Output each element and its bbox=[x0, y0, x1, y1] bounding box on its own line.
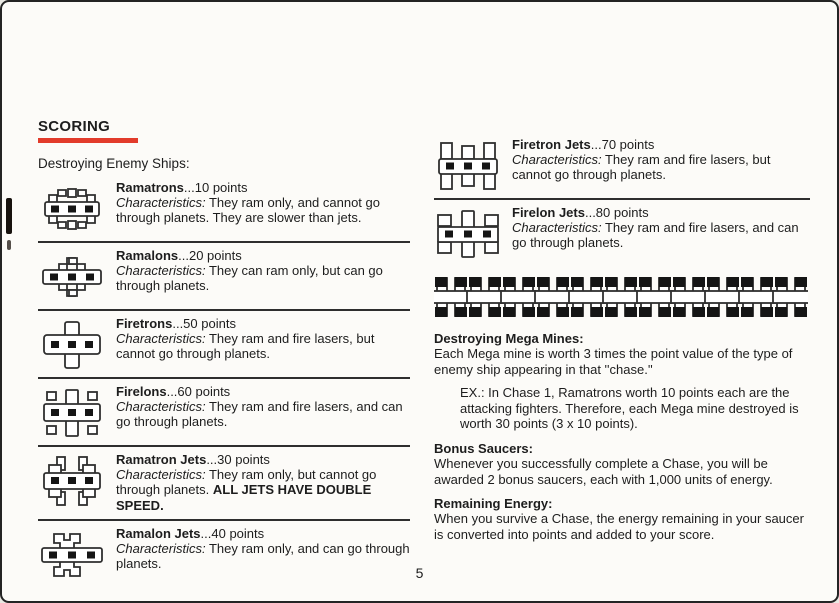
ship-desc: They ram only, and cannot go through planets. They are slower than jets. bbox=[116, 195, 380, 226]
characteristics-label: Characteristics: bbox=[116, 195, 206, 211]
ship-description bbox=[116, 384, 410, 430]
section-body-bonus-saucers: Whenever you successfully complete a Chase, you will be awarded 2 bonus saucers, each with 1,000 units of energy. bbox=[434, 455, 773, 487]
characteristics-label: Characteristics: bbox=[116, 467, 206, 483]
ramalons-ship-icon bbox=[40, 251, 104, 303]
characteristics-label: Characteristics: bbox=[512, 152, 602, 168]
ship-name: Ramalon Jets bbox=[116, 525, 201, 541]
ship-description bbox=[512, 137, 810, 183]
ship-row-ramalons bbox=[38, 243, 410, 311]
ship-desc: They ram only, and can go through planets. bbox=[116, 541, 410, 572]
characteristics-label: Characteristics: bbox=[116, 399, 206, 415]
section-title-remaining-energy: Remaining Energy: bbox=[434, 496, 553, 512]
ship-row-ramatron-jets bbox=[38, 447, 410, 521]
ship-points: ...70 points bbox=[590, 137, 655, 152]
firetron-jets-ship-icon bbox=[436, 140, 500, 192]
ship-desc: They ram and fire lasers, and can go through planets. bbox=[512, 220, 799, 251]
firelons-ship-icon bbox=[40, 387, 104, 439]
heading-accent-bar bbox=[38, 138, 138, 143]
ship-name: Ramalons bbox=[116, 248, 179, 263]
characteristics-label: Characteristics: bbox=[116, 263, 206, 279]
scan-artifact bbox=[7, 240, 11, 250]
ship-points: ...30 points bbox=[206, 452, 270, 467]
ship-name: Firelons bbox=[116, 384, 167, 399]
ship-name: Firetron Jets bbox=[512, 137, 591, 152]
ship-desc-bold: ALL JETS HAVE DOUBLE SPEED. bbox=[116, 482, 372, 513]
page-number: 5 bbox=[415, 565, 424, 581]
ship-name: Firelon Jets bbox=[512, 205, 585, 220]
ship-name: Firetrons bbox=[116, 316, 173, 331]
ship-row-firelon-jets bbox=[434, 200, 810, 266]
right-column bbox=[434, 132, 810, 542]
section-body-mega-mines: Each Mega mine is worth 3 times the point value of the type of enemy ship appearing in that ''chase.'' bbox=[434, 346, 793, 377]
intro-text: Destroying Enemy Ships: bbox=[38, 156, 190, 171]
ship-points: ...50 points bbox=[172, 316, 236, 331]
example-note: EX.: In Chase 1, Ramatrons worth 10 points each are the attacking fighters. Therefore, each Mega mine destroyed is worth 30 points (3 x 10 points). bbox=[460, 385, 799, 432]
ship-points: ...60 points bbox=[166, 384, 231, 399]
left-column bbox=[38, 118, 410, 587]
ship-description bbox=[512, 205, 810, 251]
ship-row-firelons bbox=[38, 379, 410, 447]
scan-artifact bbox=[6, 198, 12, 234]
characteristics-label: Characteristics: bbox=[116, 331, 206, 347]
page-title: SCORING bbox=[38, 118, 111, 135]
ship-desc: They ram and fire lasers, but cannot go through planets. bbox=[512, 152, 771, 183]
ship-desc: They can ram only, but can go through planets. bbox=[116, 263, 383, 294]
ship-row-ramatrons bbox=[38, 175, 410, 243]
firelon-jets-ship-icon bbox=[436, 208, 500, 260]
ship-description bbox=[116, 452, 410, 513]
ship-name: Ramatron Jets bbox=[116, 452, 207, 467]
ship-desc: They ram and fire lasers, but cannot go through planets. bbox=[116, 331, 375, 362]
section-title-mega-mines: Destroying Mega Mines: bbox=[434, 331, 584, 346]
ship-row-firetrons bbox=[38, 311, 410, 379]
ship-desc: They ram only, but cannot go through planets. bbox=[116, 467, 377, 498]
ship-points: ...40 points bbox=[200, 525, 265, 541]
firetrons-ship-icon bbox=[40, 319, 104, 371]
ship-description bbox=[116, 180, 410, 226]
ship-row-firetron-jets bbox=[434, 132, 810, 200]
section-body-remaining-energy: When you survive a Chase, the energy remaining in your saucer is converted into points and added to your score. bbox=[434, 511, 804, 542]
ship-points: ...80 points bbox=[584, 205, 649, 220]
ramatrons-ship-icon bbox=[40, 183, 104, 235]
ramatron-jets-ship-icon bbox=[40, 455, 104, 507]
characteristics-label: Characteristics: bbox=[116, 541, 206, 557]
ship-points: ...10 points bbox=[183, 180, 248, 195]
mega-mine-strip-icon bbox=[434, 276, 808, 318]
ship-name: Ramatrons bbox=[116, 180, 184, 195]
ship-description bbox=[116, 248, 410, 294]
section-title-bonus-saucers: Bonus Saucers: bbox=[434, 440, 533, 456]
characteristics-label: Characteristics: bbox=[512, 220, 602, 236]
ship-points: ...20 points bbox=[178, 248, 242, 263]
ship-description bbox=[116, 316, 410, 362]
ship-desc: They ram and fire lasers, and can go through planets. bbox=[116, 399, 403, 430]
